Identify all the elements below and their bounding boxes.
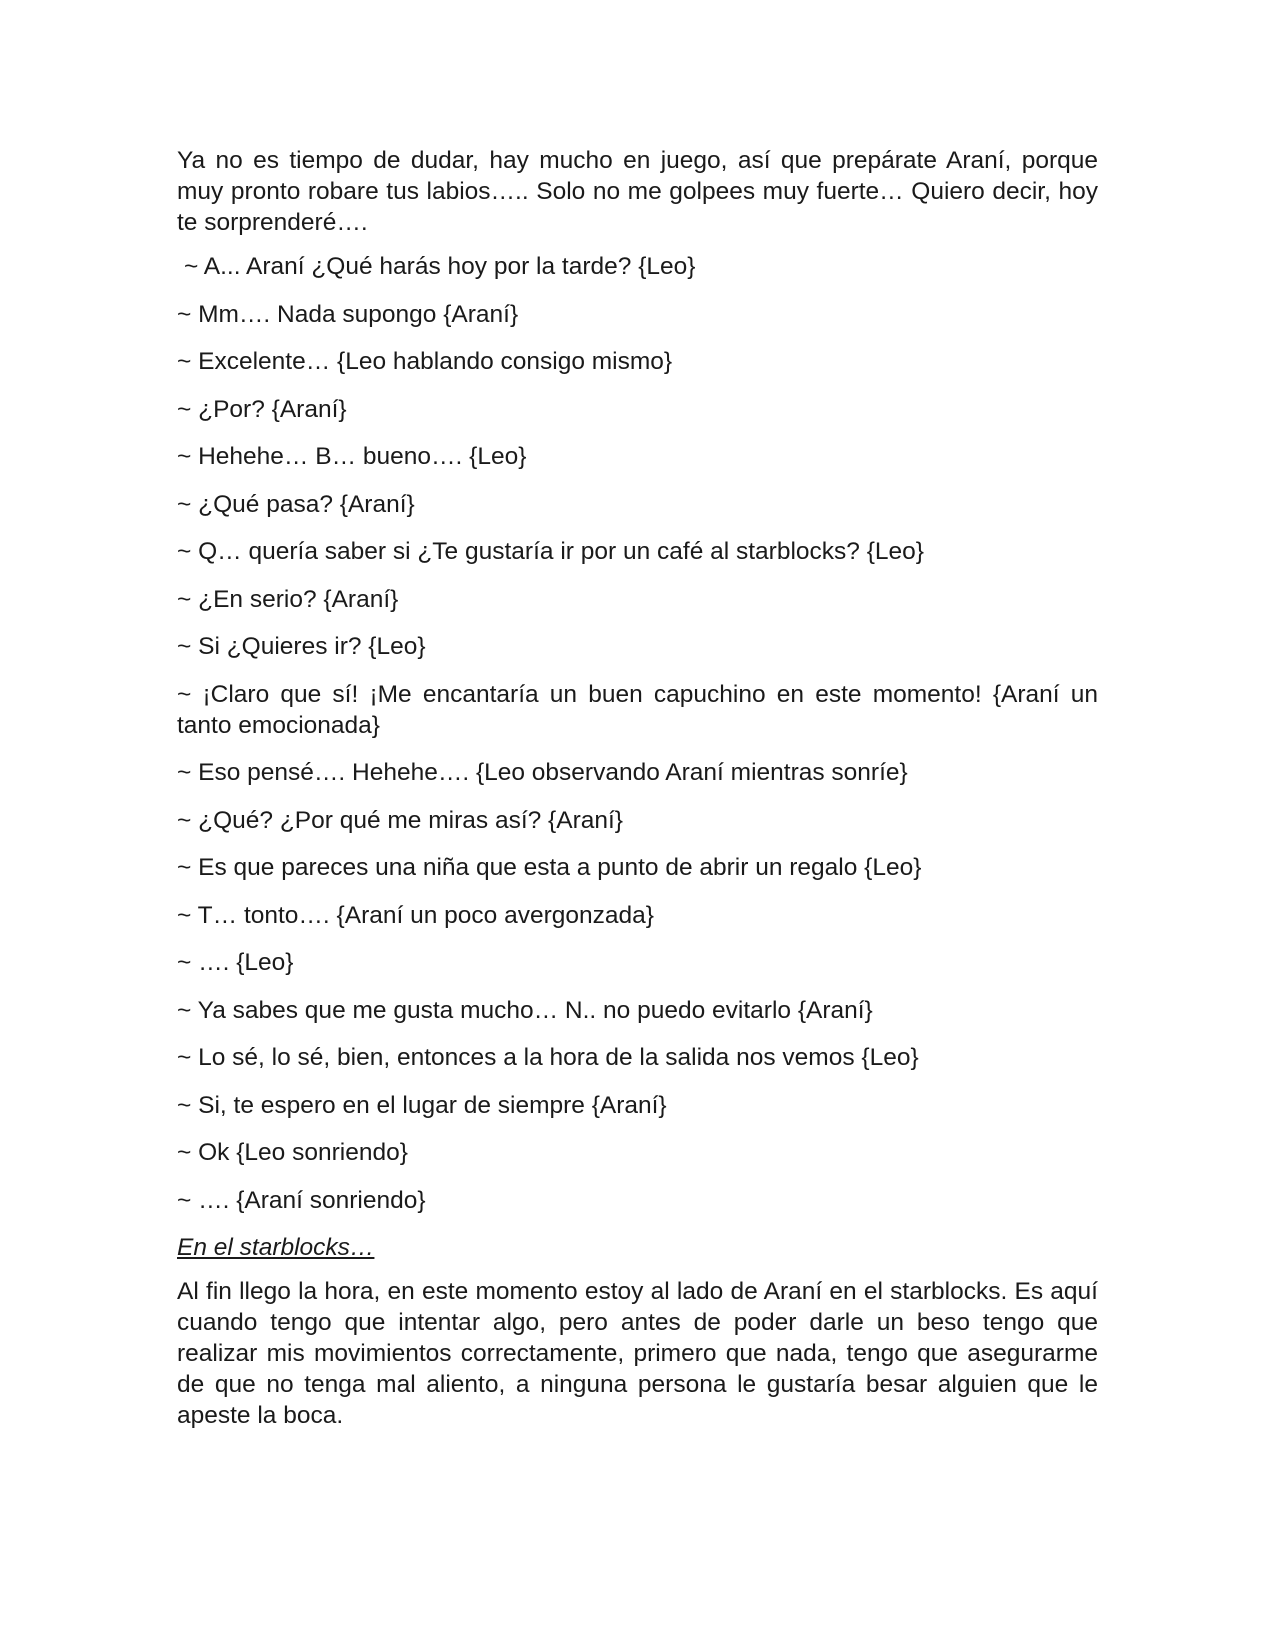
dialogue-line: ~ …. {Araní sonriendo} [177, 1186, 426, 1214]
dialogue-list [177, 251, 1098, 1216]
dialogue-line: ~ ¿Qué pasa? {Araní} [177, 490, 415, 518]
dialogue-line: ~ Eso pensé…. Hehehe…. {Leo observando Araní mientras sonríe} [177, 759, 908, 786]
intro-paragraph: Ya no es tiempo de dudar, hay mucho en juego, así que prepárate Araní, porque muy pronto robare tus labios….. Solo no me golpees muy fuerte… Quiero decir, hoy te sorprenderé…. [177, 147, 1098, 236]
document-page [177, 145, 1098, 1431]
dialogue-line: ~ Mm…. Nada supongo {Araní} [177, 300, 519, 328]
dialogue-line: ~ A... Araní ¿Qué harás hoy por la tarde? {Leo} [184, 253, 696, 280]
dialogue-line: ~ Ok {Leo sonriendo} [177, 1139, 408, 1166]
dialogue-line: ~ Hehehe… B… bueno…. {Leo} [177, 443, 527, 470]
dialogue-line: ~ T… tonto…. {Araní un poco avergonzada} [177, 901, 654, 929]
closing-paragraph: Al fin llego la hora, en este momento estoy al lado de Araní en el starblocks. Es aquí cuando tengo que intentar algo, pero antes de poder darle un beso tengo que realizar mis movimientos correctamente, primero que nada, tengo que asegurarme de que no tenga mal aliento, a ninguna persona le gustaría besar alguien que le apeste la boca. [177, 1278, 1098, 1429]
dialogue-line: ~ Si ¿Quieres ir? {Leo} [177, 633, 426, 660]
dialogue-line: ~ ¿Por? {Araní} [177, 395, 347, 423]
scene-heading: En el starblocks… [177, 1234, 375, 1261]
dialogue-line: ~ Ya sabes que me gusta mucho… N.. no puedo evitarlo {Araní} [177, 996, 873, 1024]
dialogue-line: ~ Es que pareces una niña que esta a punto de abrir un regalo {Leo} [177, 854, 922, 881]
dialogue-line: ~ …. {Leo} [177, 949, 294, 976]
dialogue-line: ~ Lo sé, lo sé, bien, entonces a la hora de la salida nos vemos {Leo} [177, 1044, 919, 1071]
dialogue-line: ~ Si, te espero en el lugar de siempre {Araní} [177, 1091, 667, 1119]
dialogue-line: ~ Excelente… {Leo hablando consigo mismo} [177, 348, 673, 375]
dialogue-line: ~ ¡Claro que sí! ¡Me encantaría un buen capuchino en este momento! {Araní un tanto emocionada} [177, 680, 1098, 739]
dialogue-line: ~ ¿En serio? {Araní} [177, 585, 399, 613]
dialogue-line: ~ Q… quería saber si ¿Te gustaría ir por un café al starblocks? {Leo} [177, 538, 924, 565]
dialogue-line: ~ ¿Qué? ¿Por qué me miras así? {Araní} [177, 806, 623, 834]
